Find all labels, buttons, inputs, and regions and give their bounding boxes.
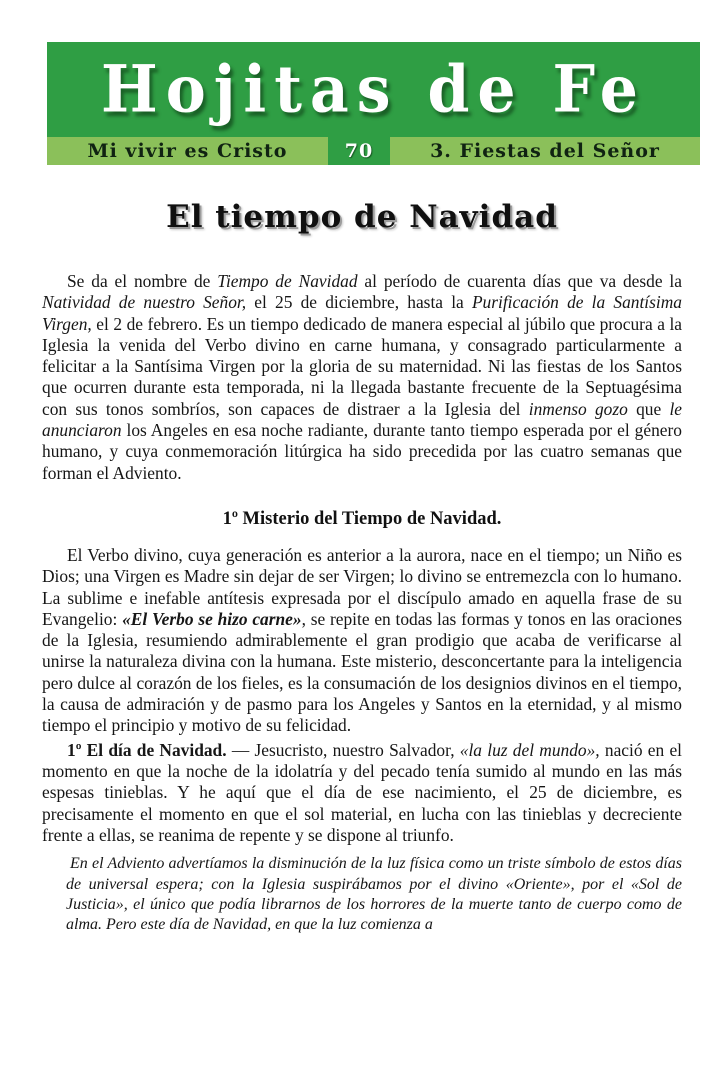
article-title: El tiempo de Navidad [166, 199, 558, 235]
masthead-motto: Mi vivir es Cristo [47, 137, 328, 165]
masthead-strip [47, 137, 700, 165]
paragraph-christmas-day: 1º El día de Navidad. — Jesucristo, nuestro Salvador, «la luz del mundo», nació en el momento en que la noche de la idolatría y del pecado tenía sumido al mundo en las más espesas tinieblas. Y he aquí que el día de ese nacimiento, el 25 de diciembre, es precisamente el momento en que el sol material, en lucha con las tinieblas y decreciente frente a ellas, se reanima de repente y se dispone al triunfo. [42, 739, 682, 845]
issue-number: 70 [344, 140, 374, 162]
masthead [47, 42, 700, 165]
masthead-series-label: 3. Fiestas del Señor [390, 137, 700, 165]
paragraph-mystery: El Verbo divino, cuya generación es anterior a la aurora, nace en el tiempo; un Niño es Dios; una Virgen es Madre sin dejar de ser Virgen; lo divino se entremezcla con lo humano. La sublime e inefable antítesis expresada por el discípulo amado en aquella frase de su Evangelio: «El Verbo se hizo carne», se repite en todas las formas y tonos en las oraciones de la Iglesia, resumiendo admirablemente el gran prodigio que acaba de verificarse al unirse la naturaleza divina con la humana. Este misterio, desconcertante para la inteligencia pero dulce al corazón de los fieles, es la consumación de los designios divinos en el tiempo, la causa de admiración y de pasmo para los Angeles y Santos en la eternidad, y al mismo tiempo el principio y motivo de su felicidad. [42, 544, 682, 736]
paragraph-intro: Se da el nombre de Tiempo de Navidad al período de cuarenta días que va desde la Natividad de nuestro Señor, el 25 de diciembre, hasta la Purificación de la Santísima Virgen, el 2 de febrero. Es un tiempo dedicado de manera especial al júbilo que procura a la Iglesia la venida del Verbo divino en carne humana, y consagrado particularmente a felicitar a la Santísima Virgen por la gloria de su maternidad. Ni las fiestas de los Santos que ocurren durante esta temporada, ni la llegada bastante frecuente de la Septuagésima con sus tonos sombríos, son capaces de distraer a la Iglesia del inmenso gozo que le anunciaron los Angeles en esa noche radiante, durante tanto tiempo esperada por el género humano, y cuya conmemoración litúrgica ha sido precedida por las cuatro semanas que forman el Adviento. [42, 271, 683, 483]
publication-title: Hojitas de Fe [101, 51, 646, 128]
masthead-title-band [47, 42, 700, 137]
document-page [0, 42, 724, 1065]
article-body [0, 197, 724, 936]
paragraph-advent-quote: En el Adviento advertíamos la disminución de la luz física como un triste símbolo de estos días de universal espera; con la Iglesia suspirábamos por el divino «Oriente», por el «Sol de Justicia», el único que podía librarnos de los horrores de la muerte tanto de cuerpo como de alma. Pero este día de Navidad, en que la luz comienza a [66, 855, 682, 934]
section-heading: 1º Misterio del Tiempo de Navidad. [222, 508, 502, 529]
